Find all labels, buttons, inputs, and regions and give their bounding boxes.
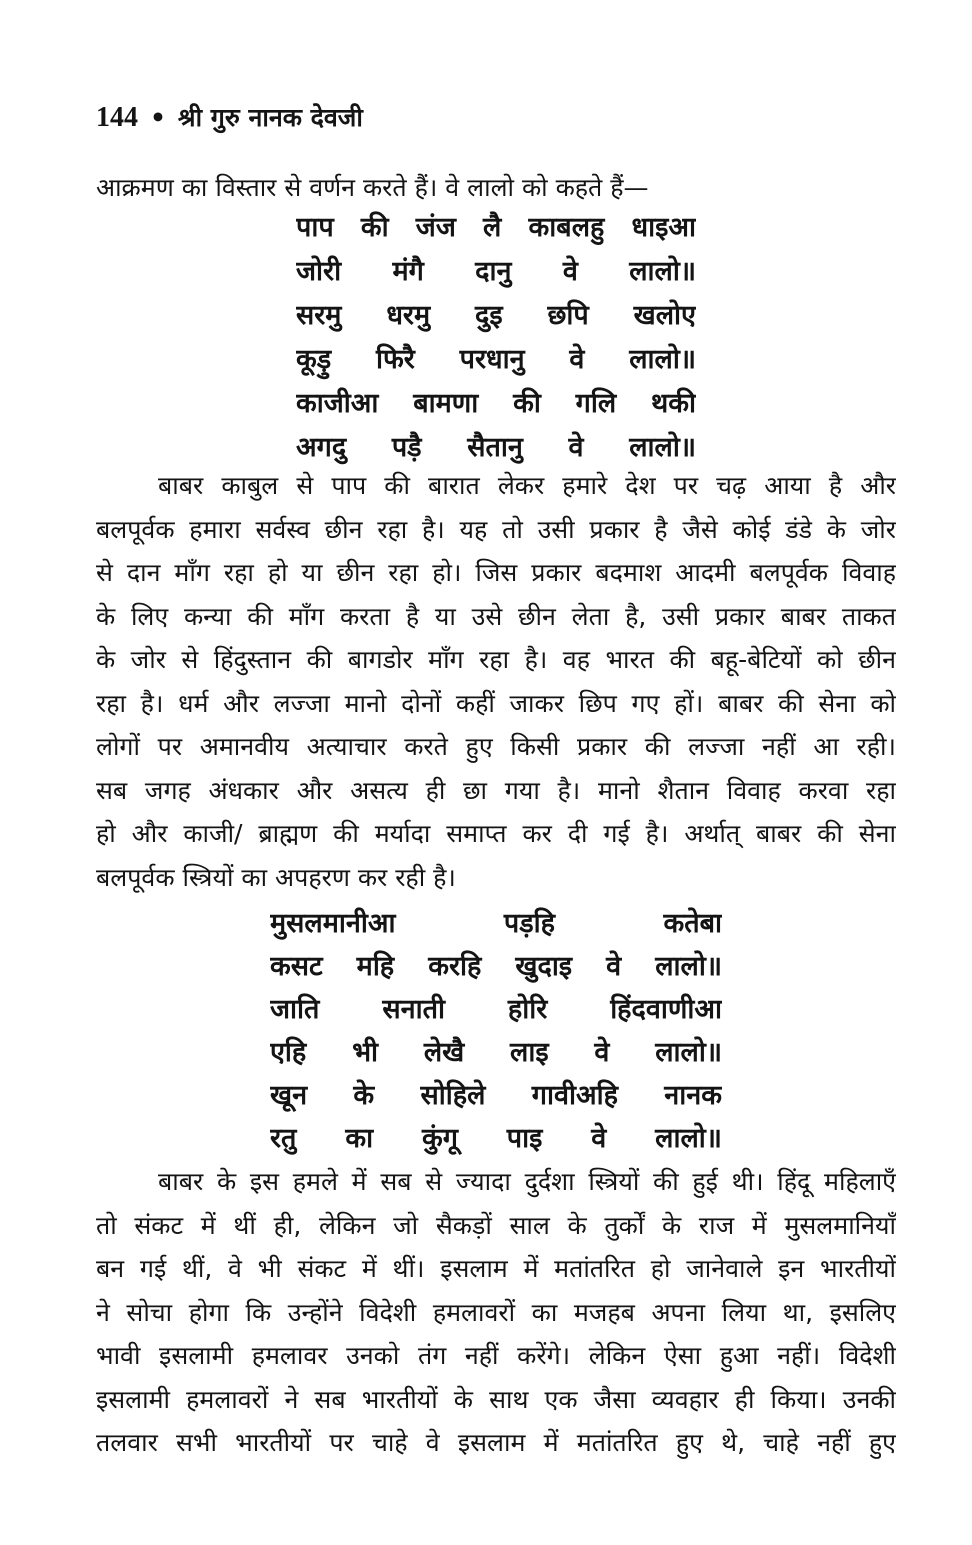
text-line: बाबर काबुल से पाप की बारात लेकर हमारे देश पर चढ़ आया है और: [158, 471, 896, 500]
verse-word: दुइ: [475, 300, 503, 331]
text-line: भावी इसलामी हमलावर उनको तंग नहीं करेंगे। लेकिन ऐसा हुआ नहीं। विदेशी: [96, 1341, 896, 1370]
verse-word: कतेबा: [663, 908, 722, 939]
verse-word: धाइआ: [631, 212, 696, 243]
verse-word: मंगै: [392, 256, 424, 287]
verse-word: जोरी: [296, 256, 342, 287]
verse-word: महि: [356, 951, 395, 982]
verse-word: परधानु: [459, 344, 525, 375]
text-line: बलपूर्वक हमारा सर्वस्व छीन रहा है। यह तो उसी प्रकार है जैसे कोई डंडे के जोर: [96, 514, 896, 544]
verse-word: धरमु: [386, 300, 431, 331]
verse-word: गलि: [575, 388, 617, 419]
header-bullet: •: [149, 103, 166, 132]
verse-word: खुदाइ: [515, 951, 573, 982]
text-line: के जोर से हिंदुस्तान की बागडोर माँग रहा है। वह भारत की बहू-बेटियों को छीन: [96, 645, 896, 674]
intro-line: आक्रमण का विस्तार से वर्णन करते हैं। वे लालो को कहते हैं—: [96, 173, 649, 202]
verse-word: सरमु: [296, 300, 342, 331]
verse-word: काबलहु: [528, 212, 605, 243]
verse-word: सैतानु: [467, 432, 523, 463]
text-line: बलपूर्वक स्त्रियों का अपहरण कर रही है।: [96, 862, 456, 892]
verse-word: रतु: [270, 1123, 297, 1154]
verse-word: हिंदवाणीआ: [610, 994, 722, 1025]
verse-line: [270, 1117, 722, 1161]
verse-word: दानु: [475, 256, 512, 287]
text-line: इसलामी हमलावरों ने सब भारतीयों के साथ एक जैसा व्यवहार ही किया। उनकी: [96, 1384, 896, 1414]
verse-word: थकी: [650, 388, 696, 419]
verse-word: लालो॥: [629, 344, 696, 375]
text-line: से दान माँग रहा हो या छीन रहा हो। जिस प्रकार बदमाश आदमी बलपूर्वक विवाह: [96, 558, 896, 587]
verse-word: पाप: [296, 212, 334, 243]
verse-line: [270, 902, 722, 946]
verse-line: [296, 206, 696, 250]
verse-word: लालो॥: [655, 1123, 722, 1154]
book-title: श्री गुरु नानक देवजी: [177, 103, 363, 132]
verse-word: गावीअहि: [531, 1080, 618, 1111]
text-line: सब जगह अंधकार और असत्य ही छा गया है। मानो शैतान विवाह करवा रहा: [96, 775, 896, 805]
verse-word: वे: [606, 951, 622, 982]
text-line: बन गई थीं, वे भी संकट में थीं। इसलाम में मतांतरित हो जानेवाले इन भारतीयों: [96, 1254, 896, 1283]
verse-line: [296, 294, 696, 338]
verse-word: खून: [270, 1080, 308, 1111]
verse-word: नानक: [664, 1080, 722, 1111]
verse-word: की: [360, 212, 389, 243]
verse-word: होरि: [507, 994, 548, 1025]
text-line: रहा है। धर्म और लज्जा मानो दोनों कहीं जाकर छिप गए हों। बाबर की सेना को: [96, 688, 896, 718]
verse-word: जाति: [270, 994, 320, 1025]
verse-word: लालो॥: [655, 1037, 722, 1068]
page-number: 144: [96, 102, 138, 133]
verse-word: फिरै: [375, 344, 415, 375]
verse-line: [296, 338, 696, 382]
text-line: के लिए कन्या की माँग करता है या उसे छीन लेता है, उसी प्रकार बाबर ताकत: [96, 601, 896, 631]
verse-word: भी: [352, 1037, 379, 1068]
text-line: लोगों पर अमानवीय अत्याचार करते हुए किसी प्रकार की लज्जा नहीं आ रही।: [96, 732, 896, 761]
verse-word: के: [353, 1080, 375, 1111]
verse-word: सोहिले: [420, 1080, 486, 1111]
verse-word: वे: [591, 1123, 607, 1154]
verse-word: वे: [569, 344, 585, 375]
text-line: बाबर के इस हमले में सब से ज्यादा दुर्दशा स्त्रियों की हुई थी। हिंदू महिलाएँ: [158, 1167, 896, 1196]
verse-word: पड़ै: [391, 432, 422, 463]
verse-word: छपि: [547, 300, 589, 331]
verse-line: [270, 945, 722, 989]
verse-word: कूड़ु: [296, 344, 332, 375]
verse-word: वे: [562, 256, 578, 287]
verse-word: कुंगू: [421, 1123, 458, 1154]
verse-word: लालो॥: [629, 432, 696, 463]
text-line: तलवार सभी भारतीयों पर चाहे वे इसलाम में मतांतरित हुए थे, चाहे नहीं हुए: [96, 1428, 896, 1457]
verse-word: वे: [594, 1037, 610, 1068]
verse-word: लाइ: [510, 1037, 549, 1068]
verse-word: अगदु: [296, 432, 347, 463]
verse-word: खलोए: [633, 300, 696, 331]
verse-word: लै: [483, 212, 502, 243]
running-header: [96, 100, 363, 136]
verse-word: वे: [568, 432, 584, 463]
verse-word: की: [513, 388, 541, 419]
verse-word: एहि: [270, 1037, 307, 1068]
verse-word: लेखै: [423, 1037, 465, 1068]
verse-line: [296, 426, 696, 470]
verse-word: काजीआ: [296, 388, 379, 419]
verse-word: लालो॥: [629, 256, 696, 287]
verse-line: [296, 382, 696, 426]
verse-word: जंज: [415, 212, 456, 243]
text-line: हो और काजी/ ब्राह्मण की मर्यादा समाप्त कर दी गई है। अर्थात् बाबर की सेना: [96, 819, 896, 848]
verse-line: [270, 1074, 722, 1118]
verse-line: [270, 988, 722, 1032]
text-line: ने सोचा होगा कि उन्होंने विदेशी हमलावरों का मजहब अपना लिया था, इसलिए: [96, 1297, 896, 1327]
verse-word: कसट: [270, 951, 323, 982]
verse-line: [270, 1031, 722, 1075]
verse-word: पाइ: [506, 1123, 543, 1154]
verse-word: करहि: [428, 951, 482, 982]
verse-word: लालो॥: [655, 951, 722, 982]
verse-word: बामणा: [413, 388, 479, 419]
text-line: तो संकट में थीं ही, लेकिन जो सैकड़ों साल के तुर्कों के राज में मुसलमानियाँ: [96, 1210, 896, 1240]
verse-word: मुसलमानीआ: [270, 908, 396, 939]
verse-word: पड़हि: [503, 908, 555, 939]
verse-word: सनाती: [382, 994, 445, 1025]
verse-word: का: [345, 1123, 374, 1154]
verse-line: [296, 250, 696, 294]
